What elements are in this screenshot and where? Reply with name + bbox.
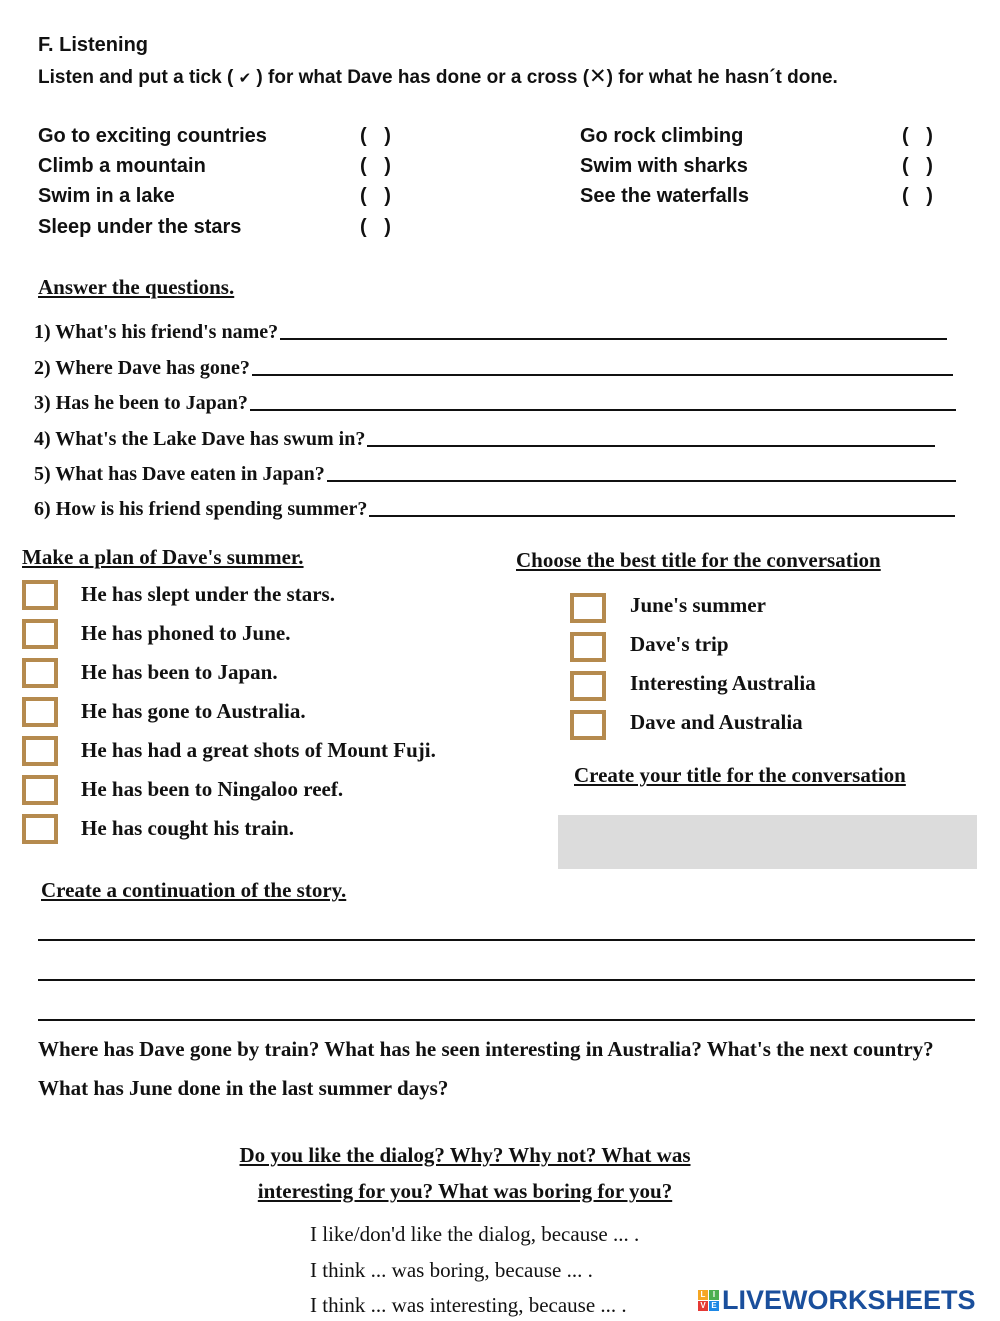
answer-input[interactable]: [250, 409, 956, 411]
section-heading: F. Listening: [38, 34, 148, 56]
instruction-middle: ) for what Dave has done or a cross (: [251, 67, 590, 88]
sentence-starter: I think ... was boring, because ... .: [310, 1258, 593, 1282]
task-label: Swim in a lake: [38, 185, 175, 207]
task-label: See the waterfalls: [580, 185, 749, 207]
sentence-starter: I think ... was interesting, because ... .: [310, 1293, 627, 1317]
liveworksheets-wordmark: LIVEWORKSHEETS: [722, 1285, 976, 1315]
task-label: Go to exciting countries: [38, 125, 267, 147]
answer-input[interactable]: [327, 480, 956, 482]
tick-answer-slot[interactable]: ( ): [902, 125, 939, 147]
custom-title-input[interactable]: [558, 815, 977, 869]
plan-order-box[interactable]: [22, 619, 58, 649]
title-option-checkbox[interactable]: [570, 710, 606, 740]
tick-icon: ✔: [238, 70, 252, 87]
tick-answer-slot[interactable]: ( ): [902, 185, 939, 207]
question-row: [34, 458, 956, 486]
liveworksheets-logo-icon: [698, 1290, 719, 1311]
plan-order-box[interactable]: [22, 736, 58, 766]
title-option-checkbox[interactable]: [570, 671, 606, 701]
task-label: Climb a mountain: [38, 155, 206, 177]
title-option-label: Dave's trip: [630, 632, 729, 656]
plan-item: He has had a great shots of Mount Fuji.: [81, 738, 436, 762]
title-option-label: June's summer: [630, 593, 766, 617]
question-text: 3) Has he been to Japan?: [34, 392, 248, 414]
sentence-starter: I like/don'd like the dialog, because ... .: [310, 1222, 640, 1246]
question-row: [34, 352, 953, 380]
question-row: [34, 316, 947, 344]
title-option-checkbox[interactable]: [570, 593, 606, 623]
question-text: 5) What has Dave eaten in Japan?: [34, 463, 325, 485]
answer-input[interactable]: [252, 374, 953, 376]
instruction-text: [38, 64, 838, 89]
question-row: [34, 493, 955, 521]
answer-input[interactable]: [280, 338, 947, 340]
logo-letter: L: [698, 1290, 708, 1300]
task-label: Swim with sharks: [580, 155, 748, 177]
task-label: Sleep under the stars: [38, 216, 242, 238]
logo-letter: V: [698, 1301, 708, 1311]
instruction-after: ) for what he hasn´t done.: [606, 67, 838, 88]
liveworksheets-logo: [698, 1285, 976, 1316]
dialog-question-line: Do you like the dialog? Why? Why not? What was: [239, 1143, 691, 1167]
plan-item: He has been to Japan.: [81, 660, 278, 684]
cross-icon: ✕: [589, 65, 607, 88]
plan-order-box[interactable]: [22, 814, 58, 844]
tick-answer-slot[interactable]: ( ): [902, 155, 939, 177]
question-text: 2) Where Dave has gone?: [34, 357, 250, 379]
question-row: [34, 387, 956, 415]
tick-answer-slot[interactable]: ( ): [360, 125, 397, 147]
question-text: 1) What's his friend's name?: [34, 321, 279, 343]
plan-order-box[interactable]: [22, 775, 58, 805]
choose-title-heading: Choose the best title for the conversation: [516, 548, 881, 572]
tick-answer-slot[interactable]: ( ): [360, 155, 397, 177]
plan-item: He has been to Ningaloo reef.: [81, 777, 344, 801]
create-title-heading: Create your title for the conversation: [574, 763, 906, 787]
plan-item: He has slept under the stars.: [81, 582, 335, 606]
story-prompt: Where has Dave gone by train? What has he seen interesting in Australia? What's the next country? What has June done in the last summer days?: [38, 1037, 934, 1100]
answer-input[interactable]: [369, 515, 955, 517]
story-writing-line[interactable]: [38, 979, 975, 981]
plan-order-box[interactable]: [22, 580, 58, 610]
story-writing-line[interactable]: [38, 939, 975, 941]
dialog-question: [170, 1137, 760, 1209]
plan-item: He has gone to Australia.: [81, 699, 306, 723]
dialog-question-line: interesting for you? What was boring for you?: [257, 1179, 673, 1203]
plan-item: He has phoned to June.: [81, 621, 291, 645]
story-writing-line[interactable]: [38, 1019, 975, 1021]
instruction-before: Listen and put a tick (: [38, 67, 239, 88]
plan-order-box[interactable]: [22, 697, 58, 727]
title-option-checkbox[interactable]: [570, 632, 606, 662]
question-text: 6) How is his friend spending summer?: [34, 498, 368, 520]
plan-item: He has cought his train.: [81, 816, 294, 840]
question-text: 4) What's the Lake Dave has swum in?: [34, 428, 366, 450]
questions-title: Answer the questions.: [38, 275, 235, 299]
answer-input[interactable]: [367, 445, 935, 447]
question-row: [34, 423, 935, 451]
task-label: Go rock climbing: [580, 125, 744, 147]
logo-letter: E: [709, 1301, 719, 1311]
story-title: Create a continuation of the story.: [41, 878, 347, 902]
tick-answer-slot[interactable]: ( ): [360, 185, 397, 207]
plan-title: Make a plan of Dave's summer.: [22, 545, 304, 569]
title-option-label: Dave and Australia: [630, 710, 803, 734]
tick-answer-slot[interactable]: ( ): [360, 216, 397, 238]
plan-order-box[interactable]: [22, 658, 58, 688]
logo-letter: I: [709, 1290, 719, 1300]
title-option-label: Interesting Australia: [630, 671, 816, 695]
